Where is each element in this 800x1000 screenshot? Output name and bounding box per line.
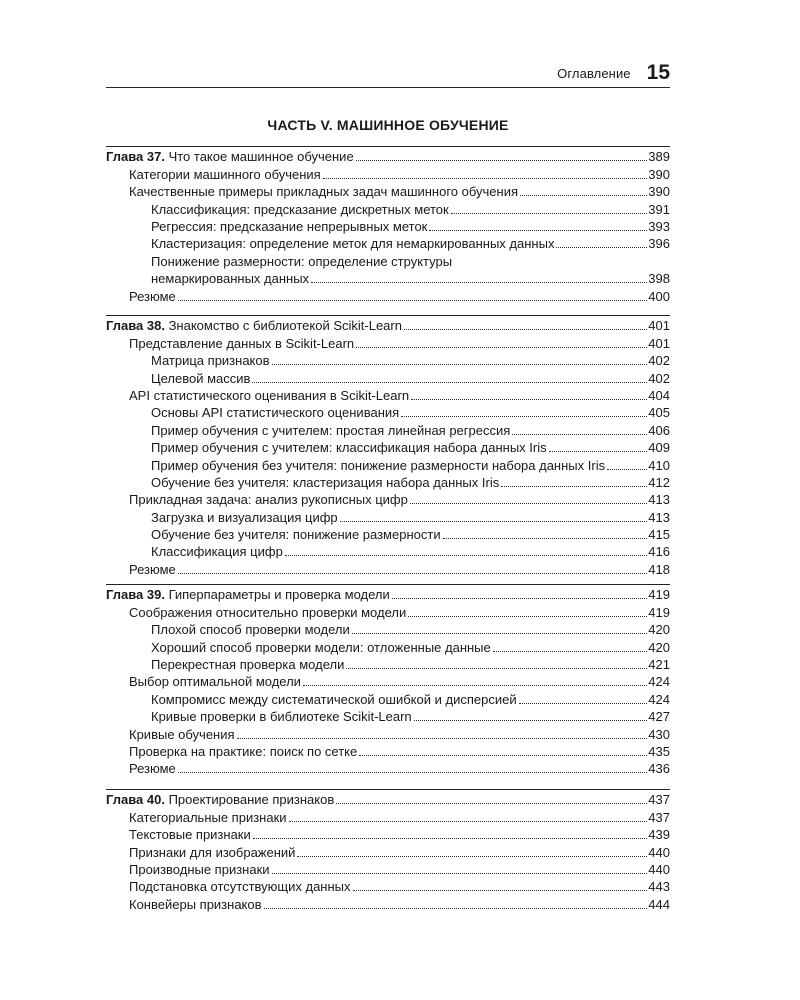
toc-entry[interactable]: [106, 525, 670, 542]
dot-leader: [408, 616, 647, 617]
toc-entry-text: немаркированных данных: [151, 271, 310, 287]
toc-entry-text: Выбор оптимальной модели: [129, 674, 301, 690]
toc-entry[interactable]: [106, 351, 670, 368]
toc-page-number: 413: [648, 492, 670, 508]
toc-entry-text: Категориальные признаки: [129, 809, 287, 825]
toc-entry[interactable]: [106, 199, 670, 216]
toc-page-number: 420: [648, 639, 670, 655]
toc-entry[interactable]: [106, 707, 670, 724]
dot-leader: [336, 803, 647, 804]
toc-page-number: 419: [648, 604, 670, 620]
toc-entry-text: Компромисс между систематической ошибкой и дисперсией: [151, 691, 517, 707]
toc-entry-text: Производные признаки: [129, 861, 270, 877]
chapter-heading: [106, 792, 334, 807]
toc-page-number: 421: [648, 656, 670, 672]
toc-entry[interactable]: [106, 286, 670, 303]
chapter-page-number: 437: [648, 792, 670, 808]
toc-entry[interactable]: [106, 455, 670, 472]
toc-entry[interactable]: [106, 620, 670, 637]
toc-page-number: 404: [648, 387, 670, 403]
header-title: Оглавление: [557, 66, 631, 81]
dot-leader: [549, 451, 648, 452]
dot-leader: [297, 856, 647, 857]
toc-page-number: 402: [648, 353, 670, 369]
chapter-heading: [106, 318, 402, 333]
dot-leader: [493, 651, 648, 652]
chapter-heading: [106, 587, 390, 602]
dot-leader: [607, 469, 647, 470]
toc-entry[interactable]: [106, 164, 670, 181]
toc-entry-continuation[interactable]: [106, 269, 670, 286]
toc-entry[interactable]: [106, 655, 670, 672]
toc-page-number: 393: [648, 218, 670, 234]
chapter-entry[interactable]: [106, 790, 670, 807]
toc-entry[interactable]: [106, 877, 670, 894]
toc-entry[interactable]: [106, 602, 670, 619]
chapter-entry[interactable]: [106, 316, 670, 333]
chapter-page-number: 419: [648, 587, 670, 603]
page-number: 15: [646, 61, 670, 84]
chapter-title: Проектирование признаков: [164, 792, 335, 808]
toc-entry-text: Кривые проверки в библиотеке Scikit-Learn: [151, 709, 412, 725]
dot-leader: [392, 598, 648, 599]
toc-page-number: 391: [648, 201, 670, 217]
chapter-heading: [106, 149, 354, 164]
toc-page-number: 390: [648, 166, 670, 182]
chapter-label: Глава 37.: [106, 149, 165, 165]
chapter-page-number: 389: [648, 149, 670, 165]
toc-page-number: 398: [648, 271, 670, 287]
toc-page-number: 439: [648, 827, 670, 843]
dot-leader: [178, 300, 648, 301]
part-title: ЧАСТЬ V. МАШИННОЕ ОБУЧЕНИЕ: [267, 117, 509, 133]
dot-leader: [252, 382, 647, 383]
toc-page-number: 440: [648, 861, 670, 877]
toc-entry[interactable]: [106, 742, 670, 759]
dot-leader: [443, 538, 648, 539]
toc-page-number: 424: [648, 674, 670, 690]
dot-leader: [556, 247, 647, 248]
toc-entry[interactable]: [106, 403, 670, 420]
toc-page-number: 416: [648, 544, 670, 560]
dot-leader: [346, 668, 647, 669]
toc-entry-text: Пример обучения без учителя: понижение размерности набора данных Iris: [151, 457, 606, 473]
toc-entry[interactable]: [106, 182, 670, 199]
dot-leader: [411, 399, 647, 400]
toc-entry-text: Текстовые признаки: [129, 827, 251, 843]
toc-entry[interactable]: [106, 368, 670, 385]
dot-leader: [429, 230, 647, 231]
toc-entry[interactable]: [106, 473, 670, 490]
chapter-entry[interactable]: [106, 585, 670, 602]
dot-leader: [512, 434, 647, 435]
dot-leader: [404, 329, 647, 330]
toc-page-number: 435: [648, 743, 670, 759]
dot-leader: [272, 364, 648, 365]
dot-leader: [340, 521, 648, 522]
dot-leader: [323, 178, 648, 179]
dot-leader: [303, 685, 647, 686]
toc-entry-text: Категории машинного обучения: [129, 166, 321, 182]
toc-entry[interactable]: [106, 689, 670, 706]
dot-leader: [451, 213, 648, 214]
toc-entry-text: Признаки для изображений: [129, 844, 296, 860]
toc-entry-text: Перекрестная проверка модели: [151, 656, 345, 672]
toc-entry[interactable]: [106, 542, 670, 559]
dot-leader: [519, 703, 648, 704]
toc-entry-text: Обучение без учителя: понижение размерности: [151, 527, 441, 543]
toc-entry-text: Конвейеры признаков: [129, 896, 262, 912]
toc-entry[interactable]: [106, 438, 670, 455]
toc-entry-text: Понижение размерности: определение структуры: [151, 253, 453, 269]
dot-leader: [311, 282, 647, 283]
toc-entry-text: Матрица признаков: [151, 353, 270, 369]
toc-page-number: 402: [648, 370, 670, 386]
toc-page-number: 413: [648, 509, 670, 525]
dot-leader: [237, 738, 648, 739]
toc-entry-text: Подстановка отсутствующих данных: [129, 879, 351, 895]
toc-page-number: 410: [648, 457, 670, 473]
toc-entry-text: Пример обучения с учителем: классификация набора данных Iris: [151, 440, 547, 456]
toc-entry[interactable]: [106, 559, 670, 576]
toc-entry-text: Загрузка и визуализация цифр: [151, 509, 338, 525]
toc-entry[interactable]: [106, 637, 670, 654]
chapter-block: [106, 315, 670, 577]
toc-entry[interactable]: [106, 842, 670, 859]
toc-entry-text: Соображения относительно проверки модели: [129, 604, 407, 620]
chapter-entry[interactable]: [106, 147, 670, 164]
dot-leader: [178, 772, 648, 773]
toc-page-number: 401: [648, 335, 670, 351]
toc-entry-text: Качественные примеры прикладных задач машинного обучения: [129, 184, 519, 200]
toc-page-number: 440: [648, 844, 670, 860]
toc-entry[interactable]: [106, 894, 670, 911]
toc-page-number: 427: [648, 709, 670, 725]
dot-leader: [253, 838, 648, 839]
toc-entry-text: Целевой массив: [151, 370, 251, 386]
toc-entry-text: Проверка на практике: поиск по сетке: [129, 743, 358, 759]
chapter-label: Глава 39.: [106, 587, 165, 603]
dot-leader: [178, 573, 648, 574]
toc-page-number: 424: [648, 691, 670, 707]
toc-entry[interactable]: [106, 234, 670, 251]
header-rule: [106, 87, 670, 88]
toc-entry-text: Плохой способ проверки модели: [151, 622, 350, 638]
toc-entry-text: Обучение без учителя: кластеризация набора данных Iris: [151, 474, 500, 490]
dot-leader: [401, 416, 647, 417]
toc-page-number: 390: [648, 184, 670, 200]
dot-leader: [352, 633, 648, 634]
toc-entry-text: Хороший способ проверки модели: отложенные данные: [151, 639, 491, 655]
dot-leader: [414, 720, 648, 721]
chapter-title: Знакомство с библиотекой Scikit-Learn: [164, 318, 402, 334]
toc-entry[interactable]: [106, 386, 670, 403]
toc-page-number: 437: [648, 809, 670, 825]
toc-page-number: 420: [648, 622, 670, 638]
toc-entry[interactable]: [106, 490, 670, 507]
chapter-label: Глава 38.: [106, 318, 165, 334]
chapter-block: [106, 584, 670, 776]
toc-entry-text: Резюме: [129, 561, 176, 577]
toc-entry-text: Кластеризация: определение меток для немаркированных данных: [151, 236, 555, 252]
toc-entry-text: Пример обучения с учителем: простая линейная регрессия: [151, 422, 511, 438]
toc-page-number: 406: [648, 422, 670, 438]
toc-page-number: 430: [648, 726, 670, 742]
toc-page-number: 412: [648, 474, 670, 490]
toc-entry-text: Резюме: [129, 761, 176, 777]
chapter-page-number: 401: [648, 318, 670, 334]
dot-leader: [410, 503, 647, 504]
toc-entry[interactable]: [106, 724, 670, 741]
dot-leader: [501, 486, 647, 487]
chapter-block: [106, 789, 670, 912]
chapter-title: Гиперпараметры и проверка модели: [164, 587, 390, 603]
toc-entry[interactable]: [106, 759, 670, 776]
toc-entry-text: Классификация цифр: [151, 544, 283, 560]
toc-entry[interactable]: [106, 807, 670, 824]
toc-page-number: 418: [648, 561, 670, 577]
toc-entry[interactable]: [106, 672, 670, 689]
toc-entry[interactable]: [106, 507, 670, 524]
toc-page-number: 436: [648, 761, 670, 777]
toc-entry-text: Классификация: предсказание дискретных меток: [151, 201, 449, 217]
toc-entry-text: Кривые обучения: [129, 726, 235, 742]
dot-leader: [356, 347, 647, 348]
chapter-label: Глава 40.: [106, 792, 165, 808]
toc-entry[interactable]: [106, 217, 670, 234]
chapter-title: Что такое машинное обучение: [164, 149, 354, 165]
dot-leader: [285, 555, 647, 556]
toc-entry[interactable]: [106, 825, 670, 842]
dot-leader: [356, 160, 648, 161]
toc-entry[interactable]: [106, 860, 670, 877]
toc-page-number: 415: [648, 527, 670, 543]
toc-entry-text: Резюме: [129, 288, 176, 304]
dot-leader: [289, 821, 648, 822]
toc-entry[interactable]: [106, 251, 670, 268]
toc-page-number: 409: [648, 440, 670, 456]
dot-leader: [264, 908, 648, 909]
toc-entry-text: Прикладная задача: анализ рукописных цифр: [129, 492, 408, 508]
toc-page-number: 444: [648, 896, 670, 912]
toc-page-number: 405: [648, 405, 670, 421]
toc-page-number: 400: [648, 288, 670, 304]
toc-entry[interactable]: [106, 420, 670, 437]
dot-leader: [272, 873, 648, 874]
dot-leader: [520, 195, 647, 196]
toc-entry-text: Основы API статистического оценивания: [151, 405, 400, 421]
dot-leader: [353, 890, 648, 891]
toc-entry-text: Регрессия: предсказание непрерывных меток: [151, 218, 428, 234]
toc-page-number: 443: [648, 879, 670, 895]
toc-page-number: 396: [648, 236, 670, 252]
chapter-block: [106, 146, 670, 304]
toc-entry-text: API статистического оценивания в Scikit-Learn: [129, 387, 410, 403]
toc-entry[interactable]: [106, 333, 670, 350]
running-header: [106, 58, 670, 84]
toc-entry-text: Представление данных в Scikit-Learn: [129, 335, 355, 351]
dot-leader: [359, 755, 647, 756]
